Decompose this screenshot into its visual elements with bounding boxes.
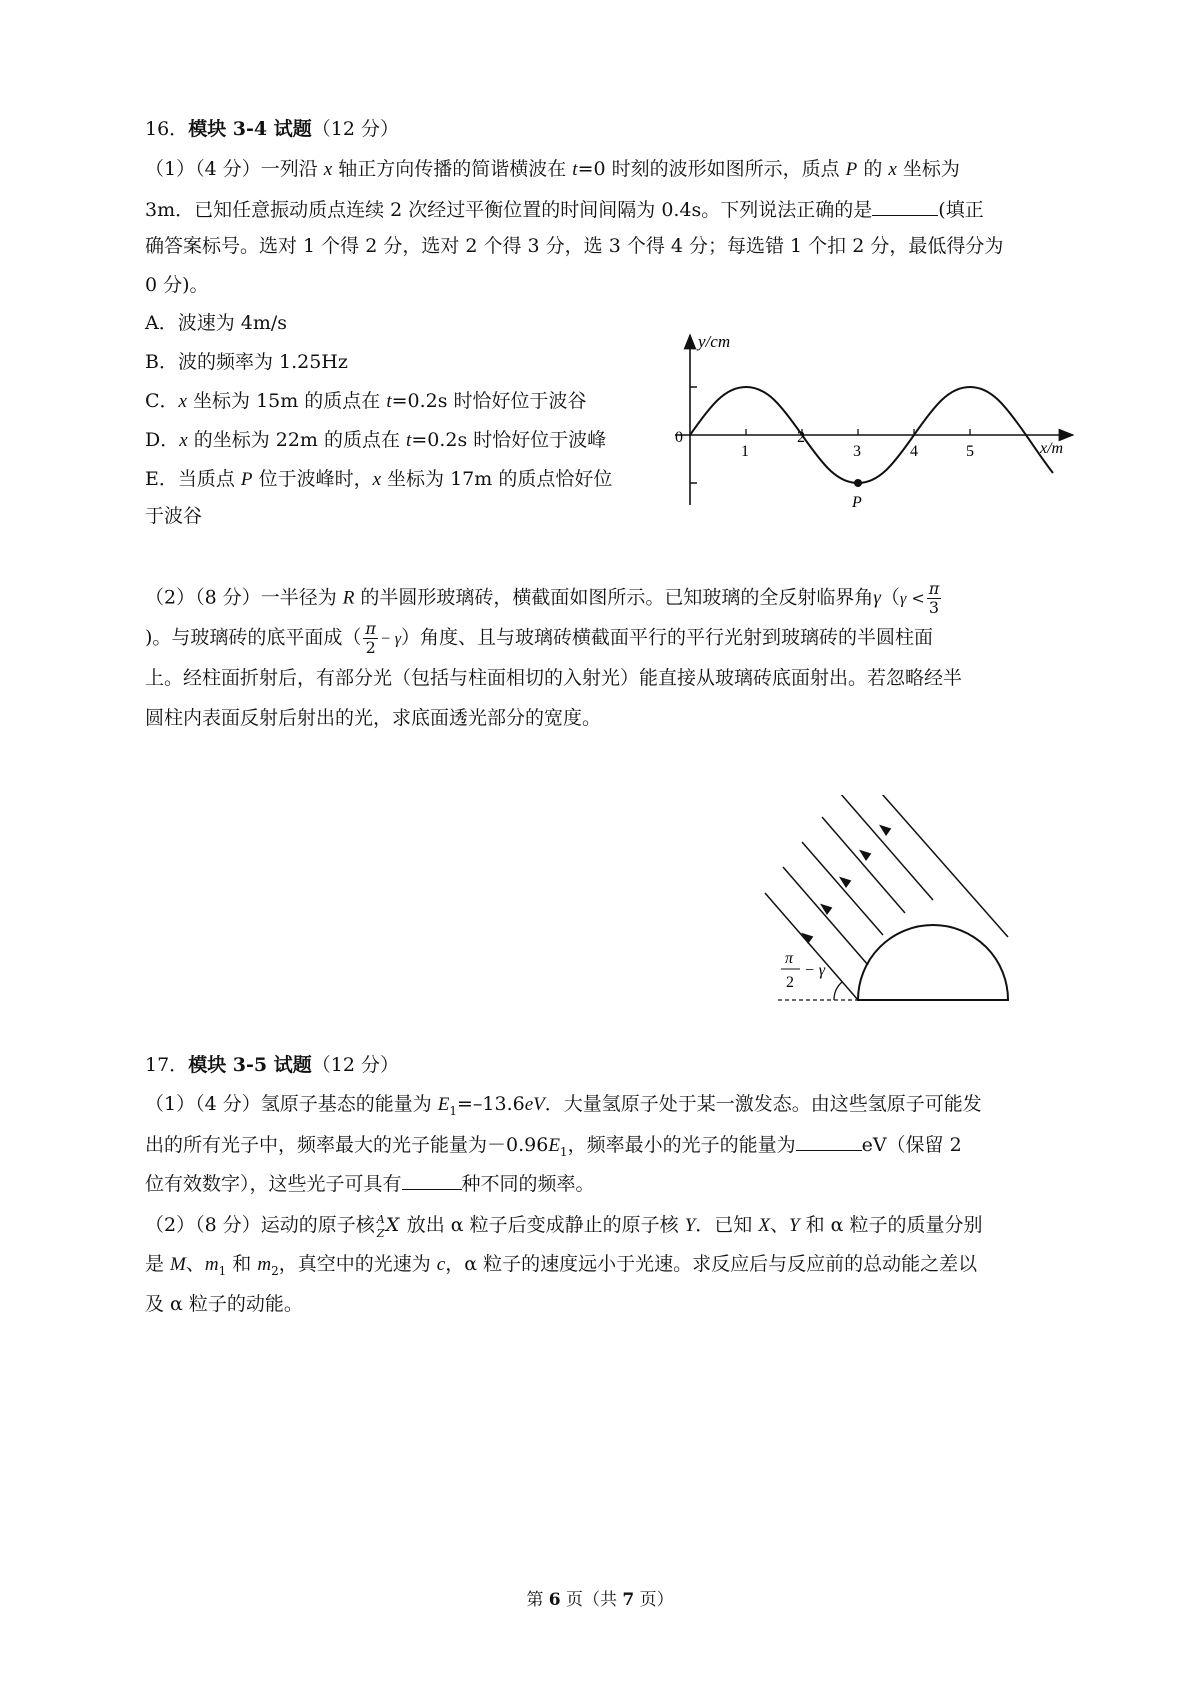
light-ray <box>783 867 868 965</box>
q16-header <box>145 117 399 141</box>
x-axis-label: x/m <box>1040 440 1064 457</box>
wave-graph <box>665 325 1085 520</box>
page-number: 6 <box>548 1590 561 1610</box>
light-ray-tangent <box>860 795 1008 937</box>
option-e: E．当质点 P 位于波峰时，x 坐标为 17m 的质点恰好位 <box>145 468 613 490</box>
q17-p1-line1: （1）（4 分）氢原子基态的能量为 $E_1=-13.6eV$．大量氢原子处于某一激发态。由这些氢原子可能发 <box>145 1093 982 1118</box>
light-ray <box>822 817 905 913</box>
glass-brick-figure <box>750 795 1050 1020</box>
q17-p1-line2: 出的所有光子中，频率最大的光子能量为$-0.96E_1$，频率最小的光子的能量为 eV（保留 2 <box>145 1134 962 1159</box>
page-footer: 第 6 页（共 7 页） <box>526 1590 674 1610</box>
light-ray <box>802 842 883 935</box>
angle-label-rest: − γ <box>804 962 826 979</box>
pi-over-3: $\frac{\pi}{3}$ <box>928 579 940 617</box>
angle-label-num: π <box>785 950 794 967</box>
option-a: A．波速为 4m/s <box>145 312 288 334</box>
x-tick-5: 5 <box>966 443 974 460</box>
q16-score: （12 分） <box>311 118 399 140</box>
origin-label: 0 <box>675 429 683 446</box>
x-tick-4: 4 <box>910 443 918 460</box>
x-tick-3: 3 <box>853 443 861 460</box>
answer-blank-frequencies[interactable] <box>402 1171 462 1190</box>
light-ray <box>840 795 933 900</box>
q17-p1-line3: 位有效数字），这些光子可具有 种不同的频率。 <box>145 1173 595 1195</box>
pi-over-2: $\frac{\pi}{2}$ <box>365 619 376 657</box>
q17-p2-line3: 及 α 粒子的动能。 <box>145 1293 303 1315</box>
point-p <box>854 479 862 487</box>
semicircle-glass <box>858 925 1008 1000</box>
option-b: B．波的频率为 1.25Hz <box>145 351 348 373</box>
answer-blank[interactable] <box>872 197 938 216</box>
angle-label-den: 2 <box>786 974 794 991</box>
page-total: 7 <box>622 1590 635 1610</box>
q16-p1-line3: 确答案标号。选对 1 个得 2 分，选对 2 个得 3 分，选 3 个得 4 分；每选错 1 个扣 2 分，最低得分为 <box>145 235 1004 257</box>
q17-p2-line1: （2）（8 分）运动的原子核 A Z X 放出 α 粒子后变成静止的原子核 Y．已知 X、Y 和 α 粒子的质量分别 <box>145 1213 983 1240</box>
q16-p2-line2: )。与玻璃砖的底平面成（ $\frac{\pi}{2}$ − γ）角度、且与玻璃砖横截面平行的平行光射到玻璃砖的半圆柱面 <box>145 619 934 657</box>
light-ray <box>765 893 858 1000</box>
option-d: D．x 的坐标为 22m 的质点在 t=0.2s 时恰好位于波峰 <box>145 429 607 451</box>
y-axis-label: y/cm <box>698 332 731 351</box>
option-c: C．x 坐标为 15m 的质点在 t=0.2s 时恰好位于波谷 <box>145 390 587 412</box>
x-tick-2: 2 <box>797 429 805 446</box>
q16-p2-line3: 上。经柱面折射后，有部分光（包括与柱面相切的入射光）能直接从玻璃砖底面射出。若忽略经半 <box>145 667 963 689</box>
option-e-cont: 于波谷 <box>145 505 203 527</box>
q17-number: 17． <box>145 1054 189 1076</box>
q17-score: （12 分） <box>311 1054 399 1076</box>
q17-p2-line2: 是 M、$m_1$ 和 $m_2$，真空中的光速为 c，α 粒子的速度远小于光速。求反应后与反应前的总动能之差以 <box>145 1253 978 1278</box>
q16-title: 模块 3-4 试题 <box>188 118 312 140</box>
answer-blank-energy[interactable] <box>796 1132 862 1151</box>
q16-p2-line1: （2）（8 分）一半径为 R 的半圆形玻璃砖，横截面如图所示。已知玻璃的全反射临界角γ（γ < $\frac{\pi}{3}$ <box>145 579 940 617</box>
nucleus-symbol: A Z X <box>376 1213 400 1240</box>
q16-p1-line1: （1）（4 分）一列沿 x 轴正方向传播的简谐横波在 t=0 时刻的波形如图所示，质点 P 的 x 坐标为 <box>145 158 960 180</box>
q16-p1-line2: 3m．已知任意振动质点连续 2 次经过平衡位置的时间间隔为 0.4s。下列说法正确的是 (填正 <box>145 199 984 221</box>
x-tick-1: 1 <box>741 443 749 460</box>
q17-title: 模块 3-5 试题 <box>188 1054 312 1076</box>
q16-p1-line4: 0 分)。 <box>145 274 209 296</box>
point-p-label: P <box>852 494 862 511</box>
q16-number: 16． <box>145 118 189 140</box>
q17-header <box>145 1053 399 1077</box>
q16-p2-line4: 圆柱内表面反射后射出的光，求底面透光部分的宽度。 <box>145 707 602 729</box>
